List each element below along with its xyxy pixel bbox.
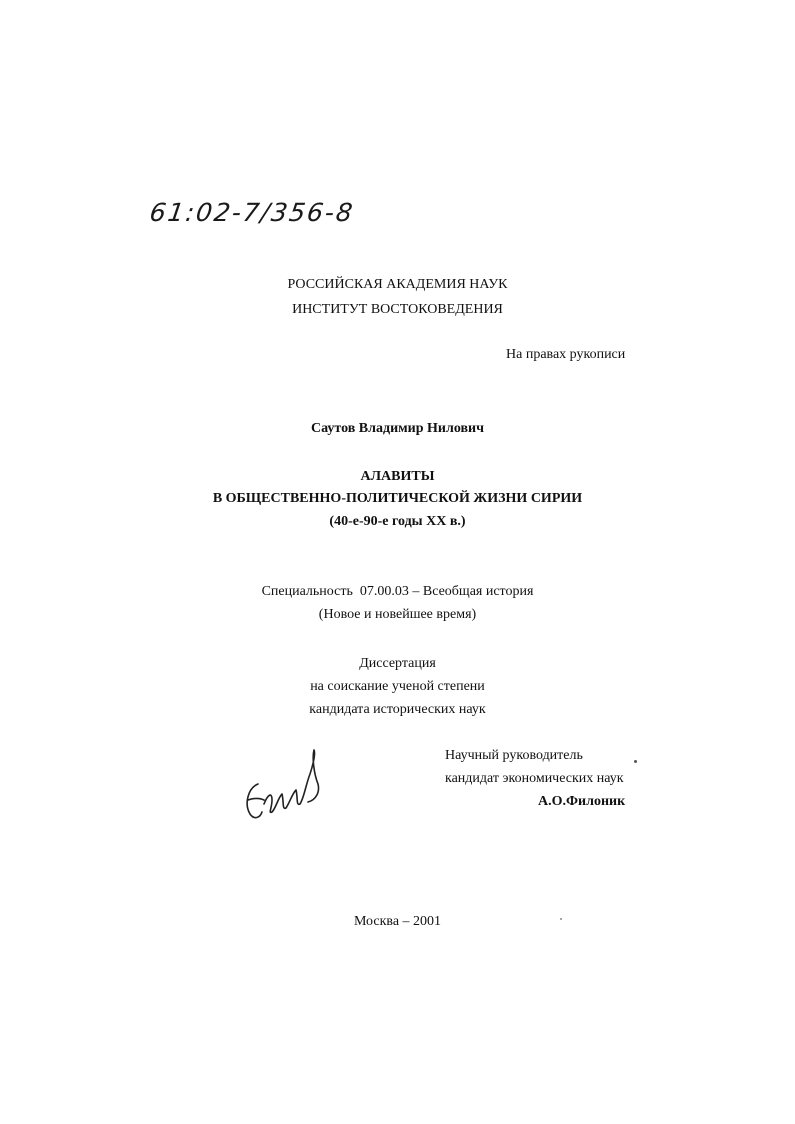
scan-speck: [634, 760, 637, 763]
supervisor-name: А.О.Филоник: [538, 794, 626, 809]
supervisor-degree: кандидат экономических наук: [445, 771, 624, 786]
institute-name: ИНСТИТУТ ВОСТОКОВЕДЕНИЯ: [292, 302, 503, 317]
scan-speck: [560, 918, 562, 920]
thesis-title-line-1: АЛАВИТЫ: [360, 469, 435, 484]
handwritten-catalog-number: 61:02-7/356-8: [147, 198, 357, 227]
supervisor-role: Научный руководитель: [445, 748, 583, 763]
thesis-title-line-3: (40-е-90-е годы XX в.): [329, 514, 466, 529]
dissertation-label: Диссертация: [359, 656, 436, 671]
thesis-title-line-2: В ОБЩЕСТВЕННО-ПОЛИТИЧЕСКОЙ ЖИЗНИ СИРИИ: [212, 491, 583, 506]
academy-name: РОССИЙСКАЯ АКАДЕМИЯ НАУК: [287, 277, 508, 292]
rights-note: На правах рукописи: [506, 347, 626, 362]
author-name: Саутов Владимир Нилович: [310, 421, 485, 436]
place-and-year: Москва – 2001: [353, 914, 442, 929]
specialty-line: Специальность 07.00.03 – Всеобщая история: [261, 584, 534, 599]
handwritten-signature: [238, 744, 328, 834]
specialty-period: (Новое и новейшее время): [318, 607, 477, 622]
dissertation-purpose: на соискание ученой степени: [310, 679, 485, 694]
dissertation-degree: кандидата исторических наук: [309, 702, 486, 717]
